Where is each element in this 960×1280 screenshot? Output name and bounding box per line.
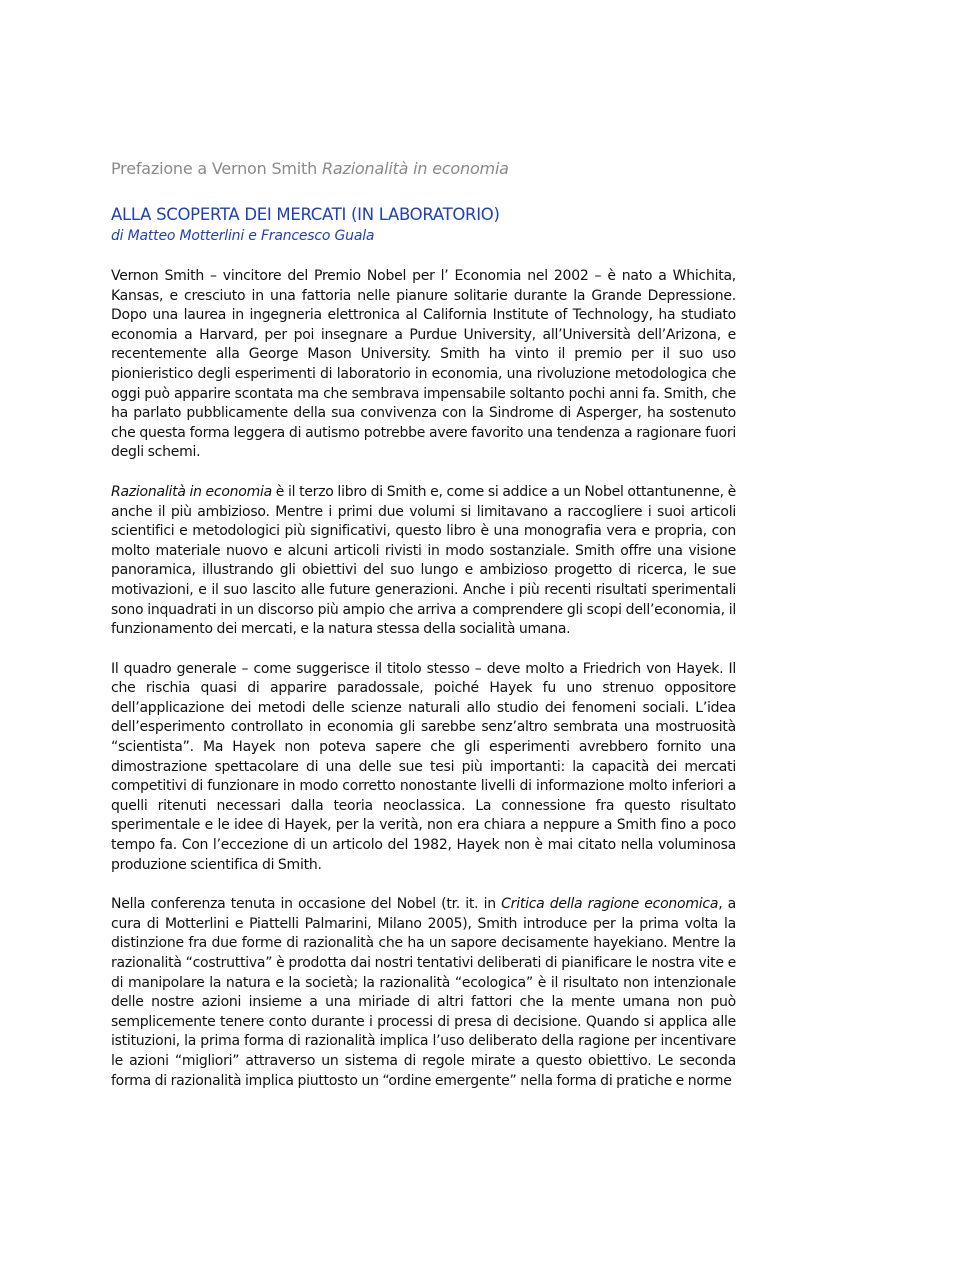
preface-prefix: Prefazione a Vernon Smith (111, 159, 322, 178)
paragraph-3: Il quadro generale – come suggerisce il titolo stesso – deve molto a Friedrich von Hayek. Il che rischia quasi di apparire paradossale, poiché Hayek fu uno strenuo oppositore dell’applicazione dei metodi delle scienze naturali allo studio dei fenomeni sociali. L’idea dell’esperimento controllato in economia gli sarebbe senz’altro sembrata una mostruosità “scientista”. Ma Hayek non poteva sapere che gli esperimenti avrebbero fornito una dimostrazione spettacolare di una delle sue tesi più importanti: la capacità dei mercati competitivi di funzionare in modo corretto nonostante livelli di informazione molto inferiori a quelli ritenuti necessari dalla teoria neoclassica. La connessione fra questo risultato sperimentale e le idee di Hayek, per la verità, non era chiara a neppure a Smith fino a poco tempo fa. Con l’eccezione di un articolo del 1982, Hayek non è mai citato nella voluminosa produzione scientifica di Smith. (111, 660, 736, 873)
paragraph-2-text: è il terzo libro di Smith e, come si addice a un Nobel ottantunenne, è anche il più ambizioso. Mentre i primi due volumi si limitavano a raccogliere i suoi articoli scientifici e metodologici più significativi, questo libro è una monografia vera e propria, con molto materiale nuovo e alcuni articoli rivisti in modo sostanziale. Smith offre una visione panoramica, illustrando gli obiettivi del suo lungo e ambizioso progetto di ricerca, le sue motivazioni, e il suo lascito alle future generazioni. Anche i più recenti risultati sperimentali sono inquadrati in un discorso più ampio che arriva a comprendere gli scopi dell’economia, il funzionamento dei mercati, e la natura stessa della socialità umana. (111, 483, 736, 638)
paragraph-1: Vernon Smith – vincitore del Premio Nobel per l’ Economia nel 2002 – è nato a Whichita, Kansas, e cresciuto in una fattoria nelle pianure solitarie durante la Grande Depressione. Dopo una laurea in ingegneria elettronica al California Institute of Technology, ha studiato economia a Harvard, per poi insegnare a Purdue University, all’Università dell’Arizona, e recentemente alla George Mason University. Smith ha vinto il premio per il suo uso pionieristico degli esperimenti di laboratorio in economia, una rivoluzione metodologica che oggi può apparire scontata ma che sembrava impensabile soltanto pochi anni fa. Smith, che ha parlato pubblicamente della sua convivenza con la Sindrome di Asperger, ha sostenuto che questa forma leggera di autismo potrebbe avere favorito una tendenza a ragionare fuori degli schemi. (111, 268, 736, 461)
paragraph-2 (111, 483, 736, 640)
preface-heading (111, 158, 736, 180)
article-authors: di Matteo Motterlini e Francesco Guala (111, 228, 375, 244)
paragraph-4 (111, 895, 736, 1091)
preface-book-title: Razionalità in economia (321, 159, 509, 178)
document-page (111, 158, 736, 1091)
paragraph-2-book-title: Razionalità in economia (111, 483, 272, 500)
article-title: ALLA SCOPERTA DEI MERCATI (IN LABORATORIO) (111, 205, 500, 224)
paragraph-4-text-b: , a cura di Motterlini e Piattelli Palmarini, Milano 2005), Smith introduce per la prima volta la distinzione fra due forme di razionalità che ha un sapore decisamente hayekiano. Mentre la razionalità “costruttiva” è prodotta dai nostri tentativi deliberati di pianificare le nostra vite e di manipolare la natura e la società; la razionalità “ecologica” è il risultato non intenzionale delle nostre azioni insieme a una miriade di altri fattori che la mente umana non può semplicemente tenere conto durante i processi di presa di decisione. Quando si applica alle istituzioni, la prima forma di razionalità implica l’uso deliberato della ragione per incentivare le azioni “migliori” attraverso un sistema di regole mirate a questo obiettivo. Le seconda forma di razionalità implica piuttosto un “ordine emergente” nella forma di pratiche e norme (111, 896, 736, 1089)
paragraph-4-text-a: Nella conferenza tenuta in occasione del Nobel (tr. it. in (111, 896, 502, 913)
paragraph-4-book-title: Critica della ragione economica (501, 896, 719, 913)
